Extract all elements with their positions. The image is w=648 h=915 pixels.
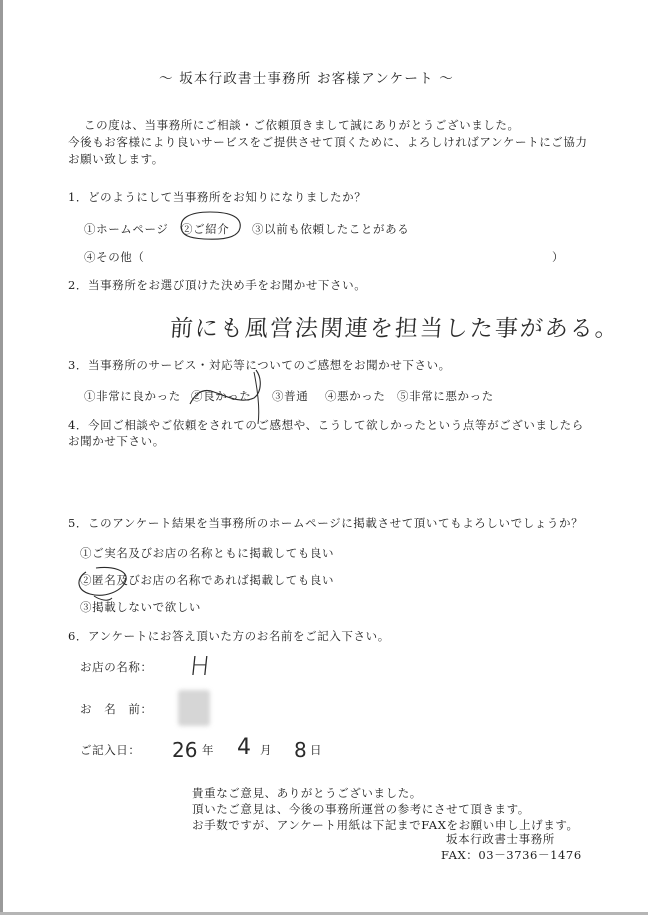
office-name: 坂本行政書士事務所 xyxy=(446,832,555,846)
q1-other-close: ） xyxy=(552,250,565,264)
q2-question: 2．当事務所をお選び頂けた決め手をお聞かせ下さい。 xyxy=(68,278,367,292)
q3-option-1: ①非常に良かった xyxy=(84,389,181,403)
month-unit: 月 xyxy=(260,743,273,757)
q3-option-3: ③普通 xyxy=(272,389,309,403)
name-label: お 名 前： xyxy=(80,702,153,716)
shop-name-label: お店の名称： xyxy=(80,660,153,674)
q2-handwritten-answer: 前にも風営法関連を担当した事がある。 xyxy=(168,316,621,342)
fax-number: FAX：03－3736－1476 xyxy=(441,848,582,862)
q3-option-5: ⑤非常に悪かった xyxy=(397,389,494,403)
intro-line-2: 今後もお客様により良いサービスをご提供させて頂くために、よろしければアンケートにご協力 xyxy=(68,135,588,149)
date-day: 8 xyxy=(294,738,307,762)
closing-line-2: 頂いたご意見は、今後の事務所運営の参考にさせて頂きます。 xyxy=(192,802,530,816)
date-year: 26 xyxy=(172,738,198,762)
q1-question: 1．どのようにして当事務所をお知りになりましたか？ xyxy=(68,190,367,204)
q4-question-line-2: お聞かせ下さい。 xyxy=(68,434,165,448)
q3-option-2: ②良かった xyxy=(191,389,252,403)
shop-name-value: H xyxy=(188,652,212,682)
q1-option-3: ③以前も依頼したことがある xyxy=(252,222,410,236)
q3-selection-tail xyxy=(254,372,259,424)
year-unit: 年 xyxy=(202,743,215,757)
closing-line-3: お手数ですが、アンケート用紙は下記までFAXをお願い申し上げます。 xyxy=(192,818,579,832)
q5-question: 5．このアンケート結果を当事務所のホームページに掲載させて頂いてもよろしいでしょうか？ xyxy=(68,516,584,530)
q1-option-1: ①ホームページ xyxy=(84,222,169,236)
date-month: 4 xyxy=(237,735,251,760)
q5-option-1: ①ご実名及びお店の名称ともに掲載しても良い xyxy=(80,546,335,560)
page-title: ～ 坂本行政書士事務所 お客様アンケート ～ xyxy=(159,71,454,87)
q5-option-2: ②匿名及びお店の名称であれば掲載しても良い xyxy=(80,573,335,587)
date-label: ご記入日： xyxy=(80,743,141,757)
scan-edge xyxy=(0,0,3,915)
q4-question-line-1: 4．今回ご相談やご依頼をされてのご感想や、こうして欲しかったという点等がございましたら xyxy=(68,418,584,432)
q3-question: 3．当事務所のサービス・対応等についてのご感想をお聞かせ下さい。 xyxy=(68,358,451,372)
closing-line-1: 貴重なご意見、ありがとうございました。 xyxy=(192,786,422,800)
day-unit: 日 xyxy=(310,743,323,757)
q3-option-4: ④悪かった xyxy=(325,389,386,403)
q6-question: 6．アンケートにお答え頂いた方のお名前をご記入下さい。 xyxy=(68,629,390,643)
q5-option-3: ③掲載しないで欲しい xyxy=(80,600,201,614)
q1-option-2: ②ご紹介 xyxy=(181,222,230,236)
intro-line-1: この度は、当事務所にご相談・ご依頼頂きまして誠にありがとうございました。 xyxy=(84,118,520,132)
intro-line-3: お願い致します。 xyxy=(68,152,164,166)
q1-option-other: ④その他（ xyxy=(84,250,145,264)
redacted-name xyxy=(178,690,210,726)
